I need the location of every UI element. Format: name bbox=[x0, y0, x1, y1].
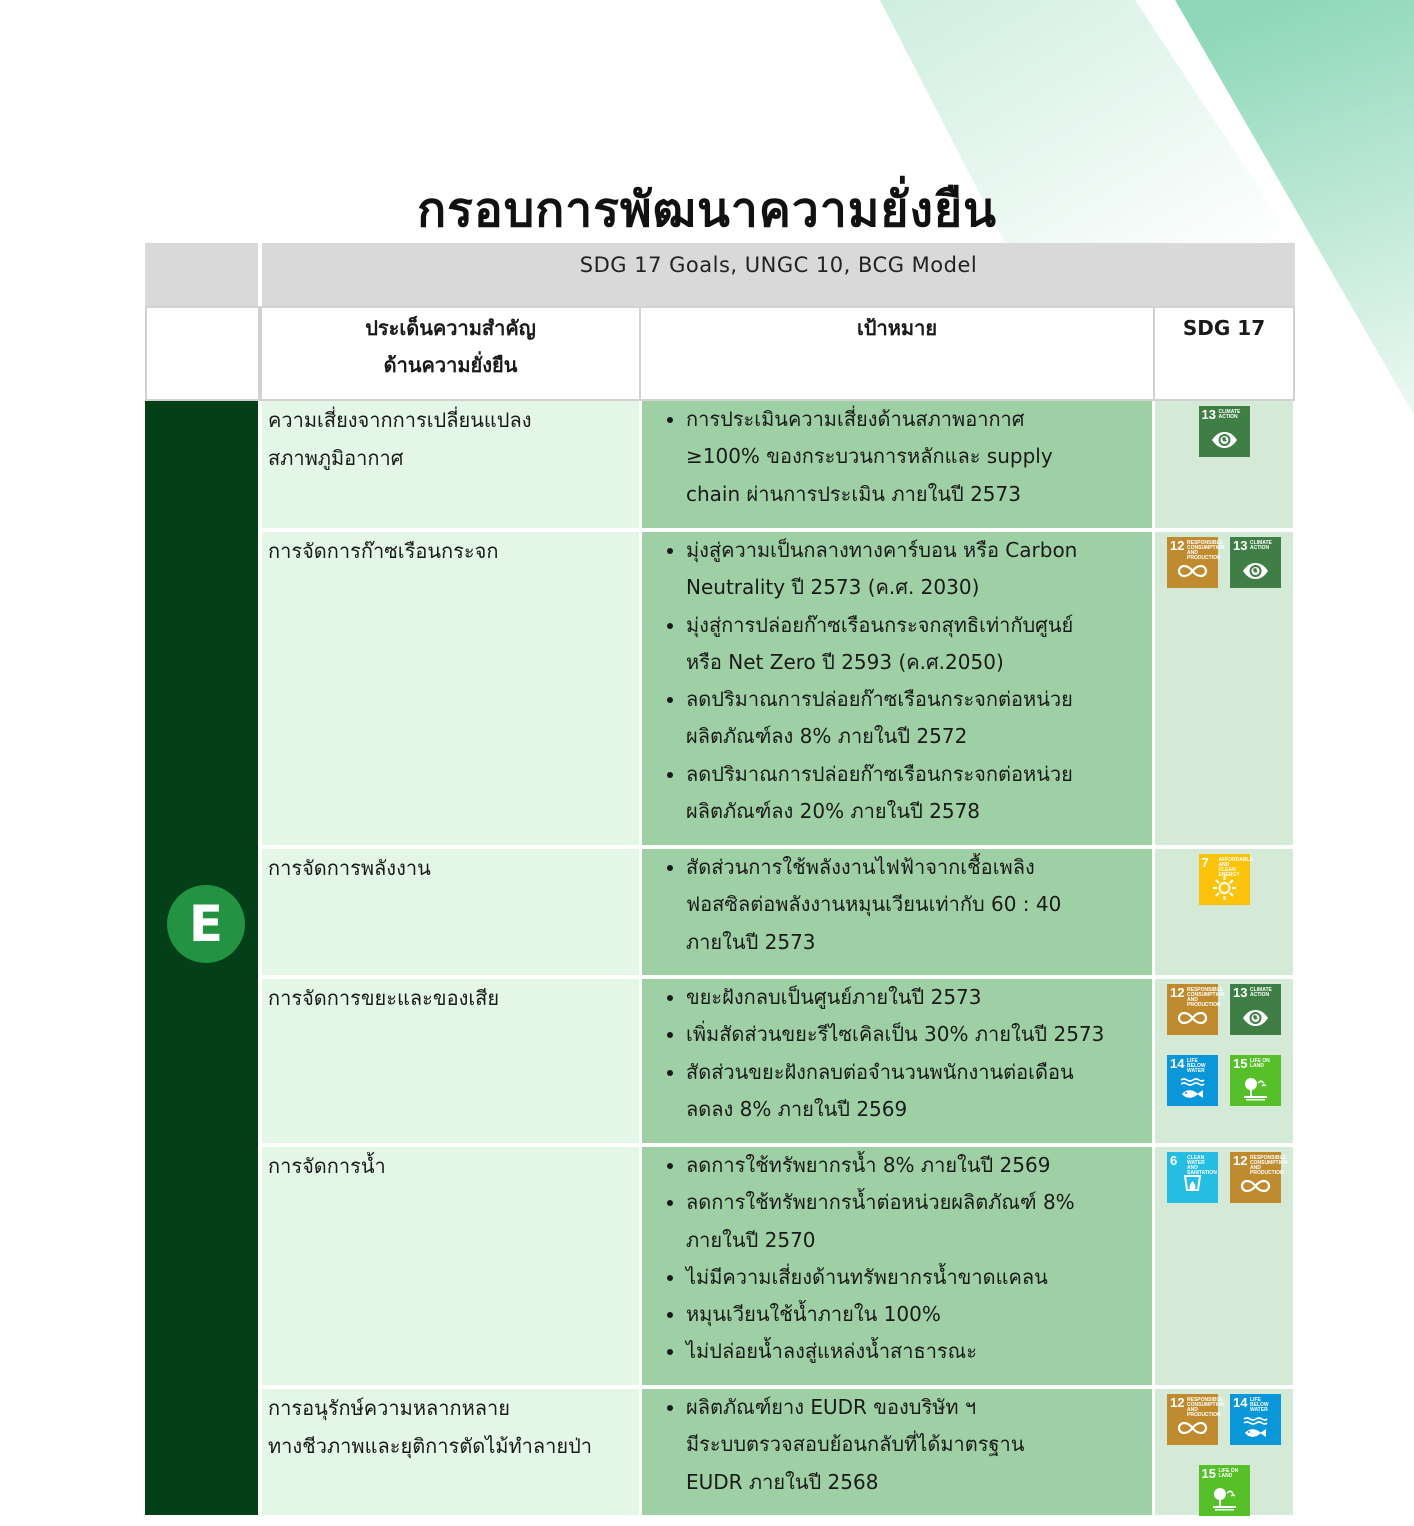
sdg-number: 13 bbox=[1233, 538, 1248, 553]
sdg-cell bbox=[1155, 532, 1293, 845]
target-list bbox=[646, 979, 1148, 1128]
target-text: • ลดการใช้ทรัพยากรน้ำ 8% ภายในปี 2569 bbox=[686, 1153, 1051, 1177]
target-item bbox=[686, 1054, 1148, 1129]
sdg-number: 12 bbox=[1170, 538, 1185, 553]
sdg-number: 13 bbox=[1201, 407, 1216, 422]
sdg-icon-row bbox=[1155, 854, 1293, 905]
target-text: • ผลิตภัณฑ์ยาง EUDR ของบริษัท ฯ bbox=[686, 1395, 977, 1419]
target-text: ลดลง 8% ภายในปี 2569 bbox=[686, 1096, 908, 1121]
target-text: • สัดส่วนขยะฝังกลบต่อจำนวนพนักงานต่อเดือน bbox=[686, 1059, 1074, 1084]
sdg-icon-row bbox=[1155, 1465, 1293, 1516]
target-text: • ไม่ปล่อยน้ำลงสู่แหล่งน้ำสาธารณะ bbox=[686, 1339, 977, 1364]
target-item bbox=[686, 756, 1148, 831]
sdg-number: 7 bbox=[1201, 855, 1209, 870]
sdg-number: 12 bbox=[1170, 985, 1185, 1000]
target-text: EUDR ภายในปี 2568 bbox=[686, 1469, 879, 1494]
sdg-icon-row bbox=[1155, 1152, 1293, 1203]
target-text: • ลดปริมาณการปล่อยก๊าซเรือนกระจกต่อหน่วย bbox=[686, 687, 1073, 712]
pillar-sidebar bbox=[145, 401, 258, 1515]
issue-cell bbox=[262, 979, 639, 1143]
target-list bbox=[646, 401, 1148, 513]
target-list bbox=[646, 849, 1148, 961]
sdg-12-icon bbox=[1230, 1152, 1288, 1203]
header-blank bbox=[145, 306, 260, 401]
target-text: ฟอสซิลต่อพลังงานหมุนเวียนเท่ากับ 60 : 40 bbox=[686, 892, 1062, 917]
target-text: ภายในปี 2573 bbox=[686, 929, 816, 954]
target-text: • หมุนเวียนใช้น้ำภายใน 100% bbox=[686, 1302, 941, 1327]
target-text: ภายในปี 2570 bbox=[686, 1227, 816, 1252]
sdg-number: 15 bbox=[1201, 1466, 1216, 1481]
target-item bbox=[686, 1147, 1148, 1184]
sdg-label: RESPONSIBLE CONSUMPTION AND PRODUCTION bbox=[1187, 540, 1225, 561]
sdg-cell bbox=[1155, 1147, 1293, 1385]
header-issue bbox=[260, 306, 641, 401]
sdg-number: 14 bbox=[1233, 1395, 1248, 1410]
sdg-cell bbox=[1155, 849, 1293, 975]
issue-cell bbox=[262, 849, 639, 975]
issue-text: การจัดการขยะและของเสีย bbox=[268, 986, 500, 1010]
target-text: • มุ่งสู่การปล่อยก๊าซเรือนกระจกสุทธิเท่ากับศูนย์ bbox=[686, 612, 1074, 637]
target-text: ผลิตภัณฑ์ลง 20% ภายในปี 2578 bbox=[686, 799, 981, 824]
pillar-badge: E bbox=[167, 885, 245, 963]
target-cell bbox=[642, 849, 1152, 975]
page-title: กรอบการพัฒนาความยั่งยืน bbox=[417, 182, 997, 239]
sdg-label: CLEAN WATER AND SANITATION bbox=[1187, 1155, 1217, 1176]
target-item bbox=[686, 979, 1148, 1016]
target-text: • การประเมินความเสี่ยงด้านสภาพอากาศ bbox=[686, 407, 1025, 431]
target-text: • ไม่มีความเสี่ยงด้านทรัพยากรน้ำขาดแคลน bbox=[686, 1264, 1048, 1289]
issue-text: สภาพภูมิอากาศ bbox=[268, 446, 404, 470]
target-cell bbox=[642, 532, 1152, 845]
sdg-6-icon bbox=[1167, 1152, 1218, 1203]
issue-text: ความเสี่ยงจากการเปลี่ยนแปลง bbox=[268, 408, 532, 432]
sdg-12-icon bbox=[1167, 984, 1225, 1035]
sdg-label: RESPONSIBLE CONSUMPTION AND PRODUCTION bbox=[1187, 1397, 1225, 1418]
sdg-15-icon bbox=[1199, 1465, 1250, 1516]
target-cell bbox=[642, 1147, 1152, 1385]
target-list bbox=[646, 1147, 1148, 1371]
issue-cell bbox=[262, 401, 639, 528]
sdg-7-icon bbox=[1199, 854, 1253, 905]
sdg-label: RESPONSIBLE CONSUMPTION AND PRODUCTION bbox=[1250, 1155, 1288, 1176]
issue-text: การจัดการก๊าซเรือนกระจก bbox=[268, 539, 499, 563]
sdg-icon-row bbox=[1155, 984, 1293, 1035]
target-item bbox=[686, 1184, 1148, 1259]
target-text: ผลิตภัณฑ์ลง 8% ภายในปี 2572 bbox=[686, 724, 968, 749]
issue-text: การจัดการน้ำ bbox=[268, 1154, 386, 1178]
target-item bbox=[686, 1016, 1148, 1053]
target-item bbox=[686, 1259, 1148, 1296]
header-sdg: SDG 17 bbox=[1153, 306, 1295, 401]
target-item bbox=[686, 1389, 1148, 1501]
sdg-cell bbox=[1155, 979, 1293, 1143]
target-cell bbox=[642, 401, 1152, 528]
header-target: เป้าหมาย bbox=[639, 306, 1155, 401]
target-text: chain ผ่านการประเมิน ภายในปี 2573 bbox=[686, 481, 1021, 506]
sdg-label: LIFE ON LAND bbox=[1218, 1468, 1239, 1479]
target-text: • สัดส่วนการใช้พลังงานไฟฟ้าจากเชื้อเพลิง bbox=[686, 855, 1035, 879]
target-cell bbox=[642, 979, 1152, 1143]
sdg-number: 13 bbox=[1233, 985, 1248, 1000]
sdg-cell bbox=[1155, 1389, 1293, 1515]
target-text: • มุ่งสู่ความเป็นกลางทางคาร์บอน หรือ Carbon bbox=[686, 538, 1078, 562]
header-issue-line: ประเด็นความสำคัญ bbox=[365, 316, 536, 340]
sdg-label: CLIMATE ACTION bbox=[1250, 540, 1272, 551]
issue-text: ทางชีวภาพและยุติการตัดไม้ทำลายป่า bbox=[268, 1434, 593, 1458]
target-text: • ลดการใช้ทรัพยากรน้ำต่อหน่วยผลิตภัณฑ์ 8% bbox=[686, 1190, 1075, 1215]
sdg-cell bbox=[1155, 401, 1293, 528]
sdg-label: LIFE BELOW WATER bbox=[1250, 1397, 1269, 1413]
sdg-icon-row bbox=[1155, 1394, 1293, 1445]
issue-text: การจัดการพลังงาน bbox=[268, 856, 431, 880]
issue-cell bbox=[262, 1389, 639, 1515]
target-item bbox=[686, 607, 1148, 682]
sdg-13-icon bbox=[1199, 406, 1250, 457]
target-list bbox=[646, 532, 1148, 830]
sdg-14-icon bbox=[1167, 1055, 1218, 1106]
sdg-label: AFFORDABLE AND CLEAN ENERGY bbox=[1218, 857, 1253, 878]
target-cell bbox=[642, 1389, 1152, 1515]
sdg-14-icon bbox=[1230, 1394, 1281, 1445]
sdg-13-icon bbox=[1230, 537, 1281, 588]
sdg-13-icon bbox=[1230, 984, 1281, 1035]
sdg-12-icon bbox=[1167, 1394, 1225, 1445]
sdg-number: 12 bbox=[1233, 1153, 1248, 1168]
sdg-number: 15 bbox=[1233, 1056, 1248, 1071]
sdg-number: 6 bbox=[1170, 1153, 1178, 1168]
header-issue-line: ด้านความยั่งยืน bbox=[383, 353, 518, 377]
sdg-label: LIFE BELOW WATER bbox=[1187, 1058, 1206, 1074]
target-item bbox=[686, 1296, 1148, 1333]
sdg-label: CLIMATE ACTION bbox=[1250, 987, 1272, 998]
target-list bbox=[646, 1389, 1148, 1501]
sdg-label: CLIMATE ACTION bbox=[1218, 409, 1241, 420]
table-header-corner bbox=[145, 243, 258, 306]
target-text: Neutrality ปี 2573 (ค.ศ. 2030) bbox=[686, 575, 980, 600]
target-text: • ขยะฝังกลบเป็นศูนย์ภายในปี 2573 bbox=[686, 985, 982, 1009]
sdg-number: 14 bbox=[1170, 1056, 1185, 1071]
target-text: มีระบบตรวจสอบย้อนกลับที่ได้มาตรฐาน bbox=[686, 1432, 1025, 1457]
sdg-icon-row bbox=[1155, 1055, 1293, 1106]
sdg-15-icon bbox=[1230, 1055, 1281, 1106]
sdg-number: 12 bbox=[1170, 1395, 1185, 1410]
issue-text: การอนุรักษ์ความหลากหลาย bbox=[268, 1396, 510, 1420]
target-item bbox=[686, 1333, 1148, 1370]
sdg-label: LIFE ON LAND bbox=[1250, 1058, 1270, 1069]
sdg-icon-row bbox=[1155, 406, 1293, 457]
issue-cell bbox=[262, 532, 639, 845]
target-text: หรือ Net Zero ปี 2593 (ค.ศ.2050) bbox=[686, 649, 1004, 674]
target-text: ≥100% ของกระบวนการหลักและ supply bbox=[686, 444, 1053, 469]
sdg-icon-row bbox=[1155, 537, 1293, 588]
target-item bbox=[686, 681, 1148, 756]
target-item bbox=[686, 532, 1148, 607]
target-item bbox=[686, 849, 1148, 961]
frameworks-caption: SDG 17 Goals, UNGC 10, BCG Model bbox=[262, 243, 1295, 306]
target-item bbox=[686, 401, 1148, 513]
sustainability-table bbox=[145, 243, 1295, 1515]
target-text: • เพิ่มสัดส่วนขยะรีไซเคิลเป็น 30% ภายในปี 2573 bbox=[686, 1022, 1105, 1047]
target-text: • ลดปริมาณการปล่อยก๊าซเรือนกระจกต่อหน่วย bbox=[686, 761, 1073, 786]
issue-cell bbox=[262, 1147, 639, 1385]
sdg-label: RESPONSIBLE CONSUMPTION AND PRODUCTION bbox=[1187, 987, 1225, 1008]
sdg-12-icon bbox=[1167, 537, 1225, 588]
